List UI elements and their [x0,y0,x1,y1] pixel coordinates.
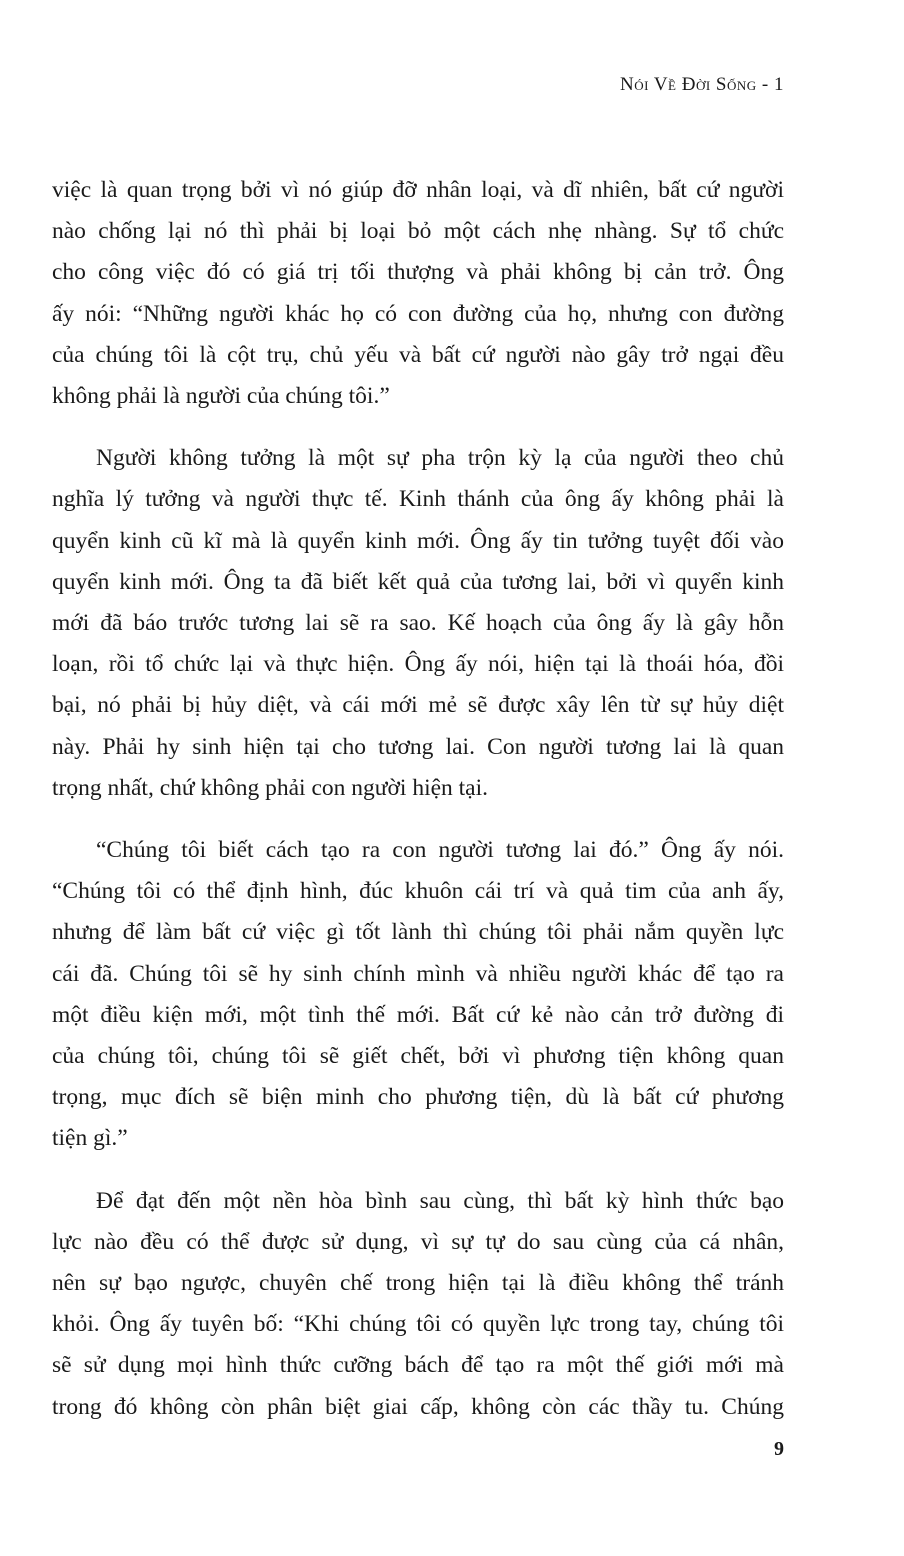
text-line: cho công việc đó có giá trị tối thượng và phải không bị cản trở. Ông [52,259,784,286]
text-line: trong đó không còn phân biệt giai cấp, không còn các thầy tu. Chúng [52,1393,784,1420]
text-line: tiện gì.” [52,1125,128,1152]
text-line: của chúng tôi là cột trụ, chủ yếu và bất cứ người nào gây trở ngại đều [52,341,784,368]
text-line: này. Phải hy sinh hiện tại cho tương lai. Con người tương lai là quan [52,733,784,760]
text-line: ấy nói: “Những người khác họ có con đường của họ, nhưng con đường [52,300,784,327]
paragraph [52,1181,784,1428]
text-line: sẽ sử dụng mọi hình thức cưỡng bách để tạo ra một thế giới mới mà [52,1352,784,1379]
text-line: quyển kinh cũ kĩ mà là quyển kinh mới. Ông ấy tin tưởng tuyệt đối vào [52,527,784,554]
page-number: 9 [774,1438,784,1460]
text-line: trọng, mục đích sẽ biện minh cho phương tiện, dù là bất cứ phương [52,1084,784,1111]
paragraph [52,438,784,809]
text-line: quyển kinh mới. Ông ta đã biết kết quả của tương lai, bởi vì quyển kinh [52,568,784,595]
text-line: Để đạt đến một nền hòa bình sau cùng, thì bất kỳ hình thức bạo [96,1187,784,1214]
text-line: không phải là người của chúng tôi.” [52,383,390,410]
text-line: “Chúng tôi biết cách tạo ra con người tương lai đó.” Ông ấy nói. [96,837,784,864]
paragraph [52,170,784,417]
text-line: cái đã. Chúng tôi sẽ hy sinh chính mình và nhiều người khác để tạo ra [52,960,784,987]
text-line: Người không tưởng là một sự pha trộn kỳ lạ của người theo chủ [96,445,784,472]
text-line: trọng nhất, chứ không phải con người hiện tại. [52,774,489,801]
text-line: loạn, rồi tổ chức lại và thực hiện. Ông ấy nói, hiện tại là thoái hóa, đồi [52,651,784,678]
paragraph [52,830,784,1160]
text-line: nên sự bạo ngược, chuyên chế trong hiện tại là điều không thể tránh [52,1270,784,1297]
text-line: một điều kiện mới, một tình thế mới. Bất cứ kẻ nào cản trở đường đi [52,1001,784,1028]
text-line: mới đã báo trước tương lai sẽ ra sao. Kế hoạch của ông ấy là gây hỗn [52,610,784,637]
text-line: bại, nó phải bị hủy diệt, và cái mới mẻ sẽ được xây lên từ sự hủy diệt [52,692,784,719]
text-line: khỏi. Ông ấy tuyên bố: “Khi chúng tôi có quyền lực trong tay, chúng tôi [52,1311,784,1338]
text-line: “Chúng tôi có thể định hình, đúc khuôn cái trí và quả tim của anh ấy, [52,878,784,905]
text-line: nào chống lại nó thì phải bị loại bỏ một cách nhẹ nhàng. Sự tổ chức [52,218,784,245]
text-line: của chúng tôi, chúng tôi sẽ giết chết, bởi vì phương tiện không quan [52,1043,784,1070]
running-header: Nói Về Đời Sống - 1 [619,74,784,95]
body-text [52,170,784,1428]
text-line: việc là quan trọng bởi vì nó giúp đỡ nhân loại, và dĩ nhiên, bất cứ người [52,177,784,203]
text-line: nhưng để làm bất cứ việc gì tốt lành thì chúng tôi phải nắm quyền lực [52,919,784,946]
text-line: nghĩa lý tưởng và người thực tế. Kinh thánh của ông ấy không phải là [52,486,784,513]
text-line: lực nào đều có thể được sử dụng, vì sự tự do sau cùng của cá nhân, [52,1228,784,1255]
